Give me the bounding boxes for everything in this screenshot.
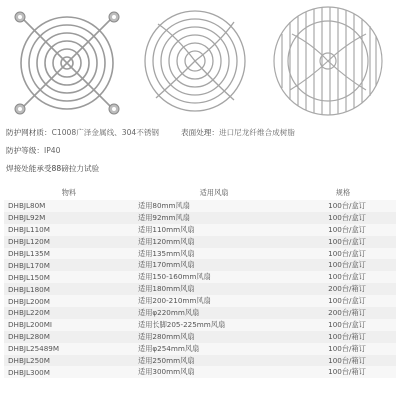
cell-material: DHBJL250M [8, 356, 50, 366]
fan-grill-image-round [136, 6, 254, 116]
fan-grill-image-square [8, 8, 126, 118]
spec-row-protection [6, 142, 396, 160]
cell-material: DHBJL80M [8, 201, 46, 211]
protection-label: 防护等级： [6, 146, 44, 155]
surface-value: 进口尼龙纤维合成树脂 [219, 128, 295, 137]
table-row [4, 307, 396, 319]
cell-material: DHBJL280M [8, 332, 50, 342]
material-value: C1008广泽金属线、304不锈钢 [51, 128, 160, 137]
table-row [4, 366, 396, 378]
cell-fan: 适用120mm风扇 [138, 236, 195, 246]
table-row [4, 259, 396, 271]
table-row [4, 212, 396, 224]
cell-spec: 100台/箱订 [328, 331, 366, 341]
table-row [4, 295, 396, 307]
surface-label: 表面处理： [181, 128, 219, 137]
weld-note: 焊接处能承受88磅拉力试验 [6, 164, 100, 173]
product-photos [0, 0, 400, 118]
cell-fan: 适用92mm风扇 [138, 212, 190, 222]
cell-spec: 100台/盒订 [328, 236, 366, 246]
cell-fan: 适用250mm风扇 [138, 355, 195, 365]
spec-row-material [6, 124, 396, 142]
table-row [4, 271, 396, 283]
cell-fan: 适用150-160mm风扇 [138, 272, 211, 282]
cell-fan: 适用280mm风扇 [138, 331, 195, 341]
cell-spec: 100台/盒订 [328, 248, 366, 258]
cell-spec: 100台/盒订 [328, 200, 366, 210]
cell-material: DHBJL170M [8, 260, 50, 270]
table-row [4, 355, 396, 367]
cell-material: DHBJL110M [8, 225, 50, 235]
table-row [4, 236, 396, 248]
product-table [4, 186, 396, 378]
cell-spec: 200台/箱订 [328, 284, 366, 294]
cell-material: DHBJL200M [8, 296, 50, 306]
header-spec: 规格 [335, 188, 351, 197]
spec-row-weld [6, 160, 396, 178]
cell-fan: 适用80mm风扇 [138, 200, 190, 210]
cell-fan: 适用110mm风扇 [138, 224, 195, 234]
cell-fan: 适用200-210mm风扇 [138, 296, 211, 306]
cell-material: DHBJL300M [8, 367, 50, 377]
cell-spec: 100台/盒订 [328, 319, 366, 329]
material-label: 防护网材质： [6, 128, 52, 137]
cell-material: DHBJL135M [8, 249, 50, 258]
cell-fan: 适用长脚205-225mm风扇 [138, 319, 226, 329]
table-row [4, 331, 396, 343]
cell-fan: 适用300mm风扇 [138, 367, 195, 377]
fan-grill-image-bars [262, 4, 394, 118]
table-row [4, 283, 396, 295]
cell-fan: 适用180mm风扇 [138, 284, 195, 294]
table-row [4, 319, 396, 331]
cell-fan: 适用170mm风扇 [138, 260, 195, 270]
table-header [4, 186, 396, 200]
cell-fan: 适用135mm风扇 [138, 248, 195, 258]
cell-spec: 100台/箱订 [328, 343, 366, 353]
cell-spec: 100台/盒订 [328, 224, 366, 234]
header-fan: 适用风扇 [199, 188, 229, 197]
cell-spec: 100台/箱订 [328, 355, 366, 365]
cell-material: DHBJL180M [8, 284, 50, 294]
protection-value: IP40 [43, 146, 61, 155]
cell-material: DHBJL92M [8, 213, 46, 223]
table-row [4, 248, 396, 260]
cell-fan: 适用φ254mm风扇 [138, 343, 200, 353]
header-material: 物料 [61, 188, 77, 197]
cell-material: DHBJL120M [8, 237, 50, 247]
table-row [4, 343, 396, 355]
cell-spec: 200台/箱订 [328, 307, 366, 317]
spec-section [6, 124, 396, 178]
cell-material: DHBJL25489M [8, 344, 60, 354]
cell-material: DHBJL150M [8, 272, 50, 282]
cell-spec: 100台/盒订 [328, 212, 366, 222]
table-row [4, 224, 396, 236]
cell-spec: 100台/盒订 [328, 272, 366, 282]
cell-spec: 100台/盒订 [328, 260, 366, 270]
cell-spec: 100台/箱订 [328, 367, 366, 377]
table-body [4, 200, 396, 378]
cell-fan: 适用φ220mm风扇 [138, 307, 200, 317]
cell-spec: 100台/盒订 [328, 296, 366, 306]
table-row [4, 200, 396, 212]
cell-material: DHBJL220M [8, 308, 50, 318]
cell-material: DHBJL200MI [8, 320, 53, 330]
